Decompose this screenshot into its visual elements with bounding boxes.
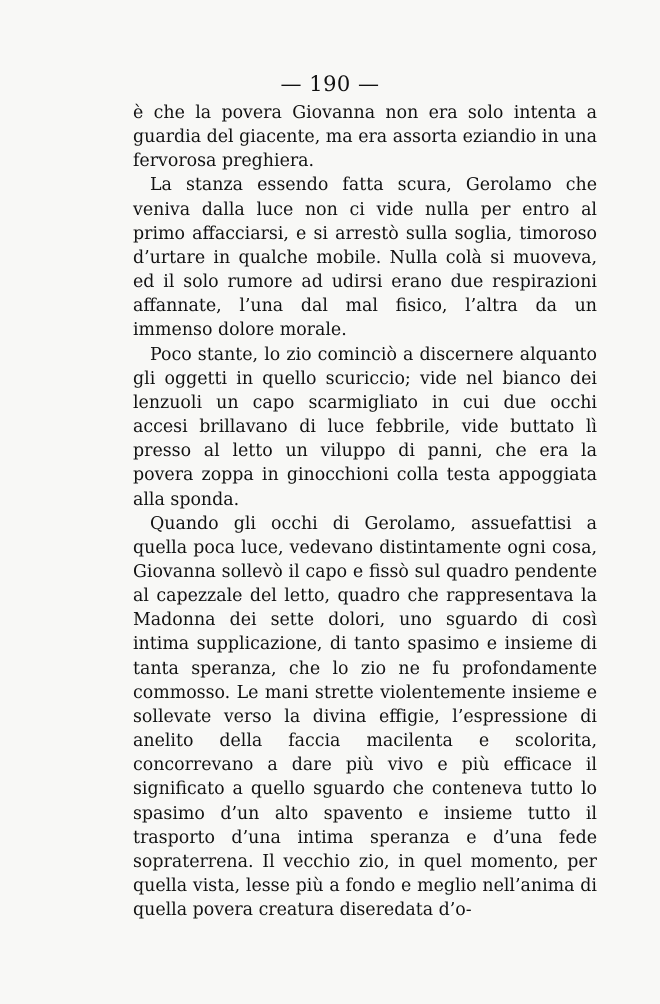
paragraph: Poco stante, lo zio cominciò a discernere alquanto gli oggetti in quello scuriccio; vide nel bianco dei lenzuoli un capo scarmigliato in cui due occhi accesi brillavano di luce febbrile, vide buttato lì presso al letto un viluppo di panni, che era la povera zoppa in ginocchioni colla testa appoggiata alla sponda. [133,344,597,510]
paragraph: La stanza essendo fatta scura, Gerolamo che veniva dalla luce non ci vide nulla per entro al primo affacciarsi, e si arrestò sulla soglia, timoroso d’urtare in qualche mobile. Nulla colà si muoveva, ed il solo rumore ad udirsi erano due respirazioni affannate, l’una dal mal fisico, l’altra da un immenso dolore morale. [133,175,597,341]
body-text [133,101,597,922]
paragraph: Quando gli occhi di Gerolamo, assuefattisi a quella poca luce, vedevano distintamente ogni cosa, Giovanna sollevò il capo e fissò sul quadro pendente al capezzale del letto, quadro che rappresentava la Madonna dei sette dolori, uno sguardo di così intima supplicazione, di tanto spasimo e insieme di tanta speranza, che lo zio ne fu profondamente commosso. Le mani strette violentemente insieme e sollevate verso la divina effigie, l’espressione di anelito della faccia macilenta e scolorita, concorrevano a dare più vivo e più efficace il significato a quello sguardo che conteneva tutto lo spasimo d’un alto spavento e insieme tutto il trasporto d’una intima speranza e d’una fede sopraterrena. Il vecchio zio, in quel momento, per quella vista, lesse più a fondo e meglio nell’anima di quella povera creatura diseredata d’o- [133,513,597,921]
paragraph-continuation: è che la povera Giovanna non era solo intenta a guardia del giacente, ma era assorta eziandio in una fervorosa preghiera. [133,103,597,172]
page-number: — 190 — [280,72,380,96]
